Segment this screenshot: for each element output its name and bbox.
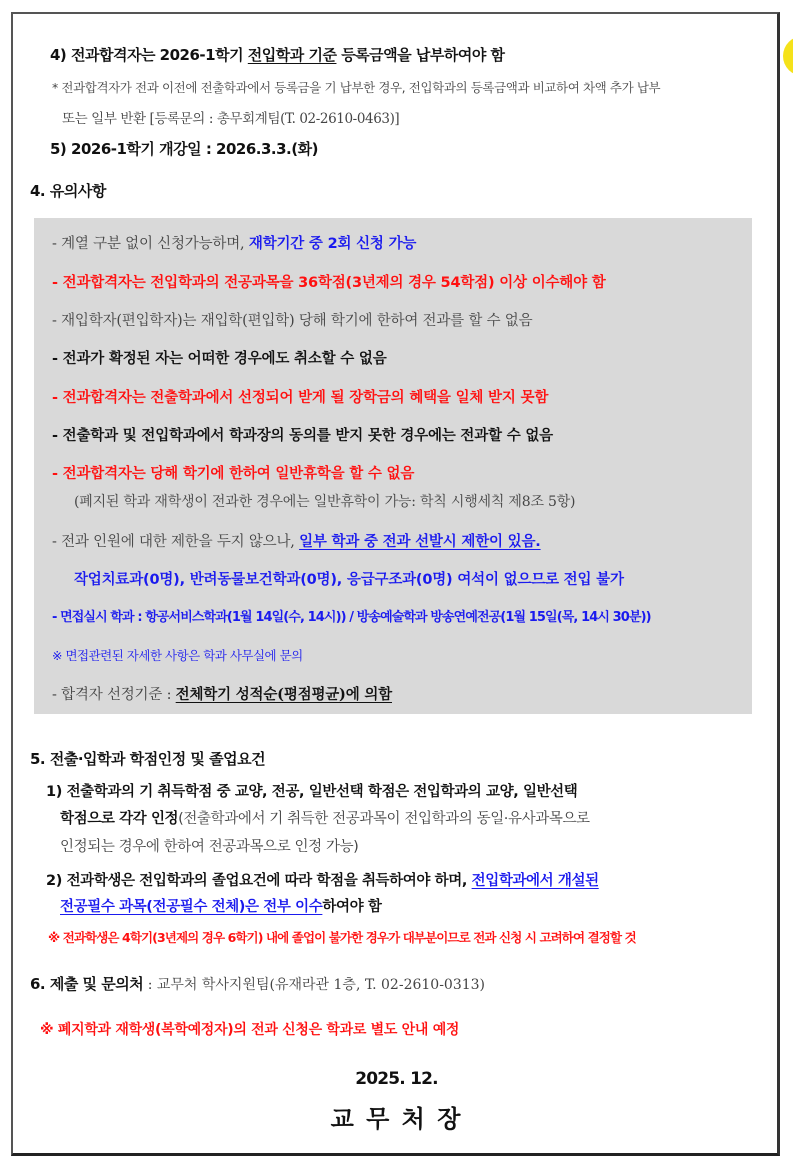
notice-item-1-prefix: - 계열 구분 없이 신청가능하며, <box>52 236 249 252</box>
item4-suffix: 등록금액을 납부하여야 함 <box>336 46 505 64</box>
item4-payment-heading <box>50 44 505 65</box>
notice-item-7-sub: (폐지된 학과 재학생이 전과한 경우에는 일반휴학이 가능: 학칙 시행세칙 제8조 5항) <box>74 494 576 510</box>
section4-title: 4. 유의사항 <box>30 182 106 200</box>
notice-item-8 <box>52 530 541 551</box>
section5-title: 5. 전출·입학과 학점인정 및 졸업요건 <box>30 750 266 768</box>
section5-item2-suffix: 하여야 함 <box>322 899 382 915</box>
item4-note-line2: 또는 일부 반환 [등록문의 : 총무회계팀(T. 02-2610-0463)] <box>62 111 400 127</box>
section5-item1-line1: 1) 전출학과의 기 취득학점 중 교양, 전공, 일반선택 학점은 전입학과의 교양, 일반선택 <box>46 784 578 800</box>
notice-item-6: - 전출학과 및 전입학과에서 학과장의 동의를 받지 못한 경우에는 전과할 수 없음 <box>52 428 553 444</box>
footer-date: 2025. 12. <box>355 1069 438 1089</box>
notice-item-1 <box>52 232 416 253</box>
section6-contact <box>30 973 485 994</box>
item4-prefix: 4) 전과합격자는 2026-1학기 <box>50 46 248 64</box>
section5-item2-line1 <box>46 869 599 890</box>
section5-item2-line2 <box>60 895 381 916</box>
notice-item-8-sub: 작업치료과(0명), 반려동물보건학과(0명), 응급구조과(0명) 여석이 없으므로 전입 불가 <box>74 572 624 588</box>
notice-item-2: - 전과합격자는 전입학과의 전공과목을 36학점(3년제의 경우 54학점) 이상 이수해야 함 <box>52 275 606 291</box>
section5-item2-link-2[interactable]: 전공필수 과목(전공필수 전체)은 전부 이수 <box>60 899 323 915</box>
notice-item-3: - 재입학자(편입학자)는 재입학(편입학) 당해 학기에 한하여 전과를 할 수 없음 <box>52 313 533 329</box>
item4-note-line1: * 전과합격자가 전과 이전에 전출학과에서 등록금을 기 납부한 경우, 전입학과의 등록금액과 비교하여 차액 추가 납부 <box>52 80 661 95</box>
notice-item-8-link[interactable]: 일부 학과 중 전과 선발시 제한이 있음. <box>299 534 541 550</box>
section5-item1-line2 <box>60 807 590 828</box>
notice-item-5: - 전과합격자는 전출학과에서 선정되어 받게 될 장학금의 혜택을 일체 받지 못함 <box>52 390 549 406</box>
notice-item-11-highlight: 전체학기 성적순(평점평균)에 의함 <box>175 686 392 703</box>
notice-item-11-prefix: - 합격자 선정기준 : <box>52 687 176 703</box>
section5-item1-bold: 학점으로 각각 인정 <box>60 811 179 827</box>
notice-item-4: - 전과가 확정된 자는 어떠한 경우에도 취소할 수 없음 <box>52 351 387 367</box>
notice-item-7: - 전과합격자는 당해 학기에 한하여 일반휴학을 할 수 없음 <box>52 466 415 482</box>
footer-issuer: 교 무 처 장 <box>330 1105 463 1133</box>
notice-item-10-inquiry: ※ 면접관련된 자세한 사항은 학과 사무실에 문의 <box>52 648 303 663</box>
notice-item-11 <box>52 683 392 704</box>
section5-warning: ※ 전과학생은 4학기(3년제의 경우 6학기) 내에 졸업이 불가한 경우가 대부분이므로 전과 신청 시 고려하여 결정할 것 <box>48 930 636 945</box>
section5-item2-link-1[interactable]: 전입학과에서 개설된 <box>471 873 599 889</box>
section5-item1-line3: 인정되는 경우에 한하여 전공과목으로 인정 가능) <box>60 839 359 855</box>
item4-underlined: 전입학과 기준 <box>247 46 337 64</box>
item5-start-date: 5) 2026-1학기 개강일 : 2026.3.3.(화) <box>50 140 318 158</box>
section6-detail: : 교무처 학사지원팀(유재라관 1층, T. 02-2610-0313) <box>143 977 486 993</box>
section5-item1-rest: (전출학과에서 기 취득한 전공과목이 전입학과의 동일·유사과목으로 <box>178 811 590 827</box>
notice-item-8-prefix: - 전과 인원에 대한 제한을 두지 않으나, <box>52 534 300 550</box>
notice-item-9-interview: - 면접실시 학과 : 항공서비스학과(1월 14일(수, 14시)) / 방송예술학과 방송연예전공(1월 15일(목, 14시 30분)) <box>52 610 651 625</box>
section5-item2-prefix: 2) 전과학생은 전입학과의 졸업요건에 따라 학점을 취득하여야 하며, <box>46 873 472 889</box>
notice-item-1-highlight: 재학기간 중 2회 신청 가능 <box>248 236 417 252</box>
section6-title: 6. 제출 및 문의처 <box>30 975 144 993</box>
yellow-circle-decoration <box>783 36 793 76</box>
closed-dept-notice: ※ 폐지학과 재학생(복학예정자)의 전과 신청은 학과로 별도 안내 예정 <box>40 1022 460 1038</box>
